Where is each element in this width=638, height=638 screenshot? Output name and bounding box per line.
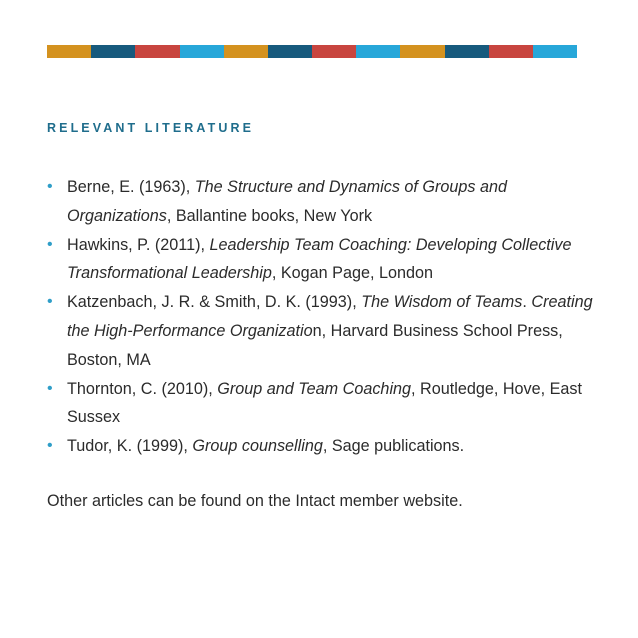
decorative-stripe-bar (47, 45, 577, 58)
reference-item (47, 375, 607, 433)
reference-title: The Wisdom of Teams (361, 293, 523, 312)
reference-publisher: , Kogan Page, London (271, 264, 433, 283)
reference-list (47, 173, 607, 461)
bullet-icon: • (47, 235, 53, 253)
reference-title: Group and Team Coaching (217, 379, 412, 398)
stripe-segment (268, 45, 312, 58)
stripe-segment (533, 45, 577, 58)
reference-authors: Tudor, K. (1999), (67, 437, 193, 456)
stripe-segment (400, 45, 444, 58)
reference-publisher: n, Harvard Business School Press, Boston, MA (67, 321, 563, 369)
section-heading: RELEVANT LITERATURE (47, 121, 255, 135)
reference-title: Leadership Team Coaching: Developing Collective Transformational Leadership (67, 235, 572, 283)
stripe-segment (91, 45, 135, 58)
bullet-icon: • (47, 178, 53, 195)
stripe-segment (489, 45, 533, 58)
reference-authors: Thornton, C. (2010), (67, 379, 218, 398)
bullet-icon: • (47, 379, 53, 397)
stripe-segment (312, 45, 356, 58)
stripe-segment (135, 45, 179, 58)
reference-separator: . (522, 293, 532, 312)
footer-note: Other articles can be found on the Intact member website. (47, 492, 463, 510)
reference-publisher: , Ballantine books, New York (166, 206, 373, 225)
stripe-segment (445, 45, 489, 58)
bullet-icon: • (47, 293, 53, 311)
stripe-segment (356, 45, 400, 58)
stripe-segment (224, 45, 268, 58)
stripe-segment (180, 45, 224, 58)
reference-item (47, 288, 607, 374)
reference-title: The Structure and Dynamics of Groups and Organizations (67, 178, 507, 225)
reference-authors: Berne, E. (1963), (67, 178, 195, 196)
reference-item (47, 432, 607, 461)
reference-item (47, 173, 607, 231)
reference-authors: Katzenbach, J. R. & Smith, D. K. (1993), (67, 293, 362, 312)
reference-title: Group counselling (192, 437, 323, 456)
reference-item (47, 231, 607, 289)
reference-publisher: , Routledge, Hove, East Sussex (67, 379, 583, 427)
reference-authors: Hawkins, P. (2011), (67, 235, 210, 254)
bullet-icon: • (47, 437, 53, 455)
reference-publisher: , Sage publications. (322, 437, 465, 456)
stripe-segment (47, 45, 91, 58)
reference-subtitle: Creating the High-Performance Organizatio (67, 293, 593, 340)
